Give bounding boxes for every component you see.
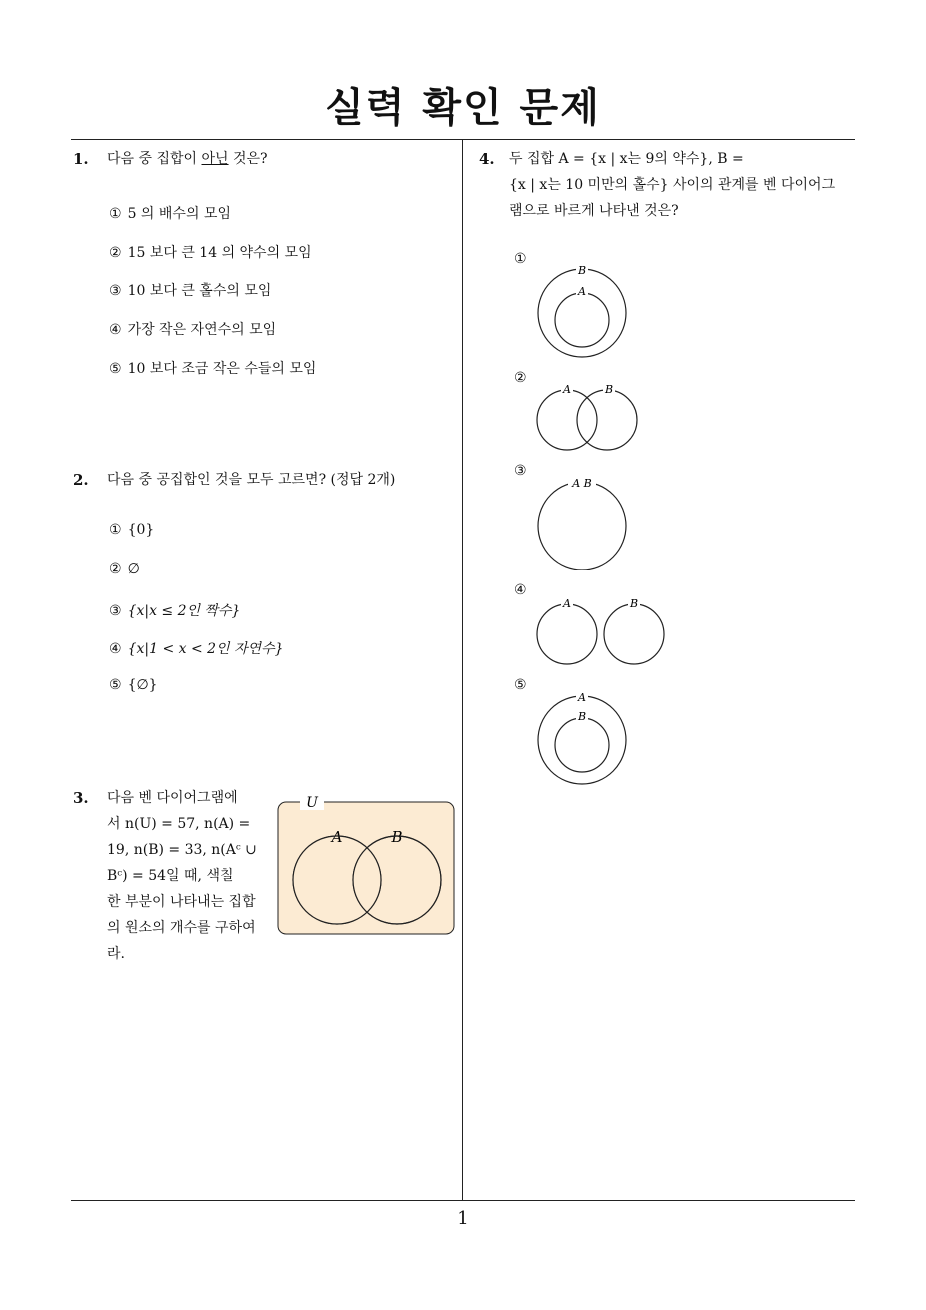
universe-label: U xyxy=(306,795,318,811)
q4-option-2-mark[interactable]: ② xyxy=(514,370,527,386)
svg-text:A: A xyxy=(563,383,571,396)
q4-option-1-mark[interactable]: ① xyxy=(514,251,527,267)
bottom-rule xyxy=(71,1200,855,1201)
q4-line: 램으로 바르게 나타낸 것은? xyxy=(509,203,679,219)
q3-text xyxy=(107,785,267,967)
svg-text:B: B xyxy=(604,383,614,396)
q2-option-1[interactable]: ① {0} xyxy=(109,522,155,538)
q4-option-3-mark[interactable]: ③ xyxy=(514,463,527,479)
q1-text-before: 다음 중 집합이 xyxy=(107,151,202,167)
q1-option-3[interactable]: ③ 10 보다 큰 홀수의 모임 xyxy=(109,283,272,299)
q3-line: 한 부분이 나타내는 집합 xyxy=(107,894,256,910)
q1-option-2[interactable]: ② 15 보다 큰 14 의 약수의 모임 xyxy=(109,245,312,261)
svg-text:A B: A B xyxy=(572,477,592,490)
q1-text xyxy=(107,146,268,172)
svg-text:B: B xyxy=(577,710,587,723)
q4-option-5-mark[interactable]: ⑤ xyxy=(514,677,527,693)
q4-option-4-diagram[interactable] xyxy=(532,594,672,670)
q4-option-3-diagram[interactable] xyxy=(532,474,632,570)
column-divider xyxy=(462,139,463,1201)
page-title: 실력 확인 문제 xyxy=(325,85,601,131)
q4-line: {x | x는 10 미만의 홀수} 사이의 관계를 벤 다이어그 xyxy=(509,177,836,193)
q3-line: Bᶜ) = 54일 때, 색칠 xyxy=(107,868,234,884)
q3-line: 의 원소의 개수를 구하여 xyxy=(107,920,256,936)
q4-option-1-diagram[interactable] xyxy=(532,262,632,362)
q4-number: 4. xyxy=(479,150,495,168)
q1-option-1[interactable]: ① 5 의 배수의 모임 xyxy=(109,206,231,222)
q3-number: 3. xyxy=(73,789,89,807)
q4-text xyxy=(509,146,857,224)
svg-text:A: A xyxy=(578,285,586,298)
q2-text: 다음 중 공집합인 것을 모두 고르면? (정답 2개) xyxy=(107,472,396,488)
svg-text:A: A xyxy=(563,597,571,610)
q2-number: 2. xyxy=(73,471,89,489)
svg-text:B: B xyxy=(577,264,587,277)
q3-line: 서 n(U) = 57, n(A) = xyxy=(107,816,251,832)
q4-line: 두 집합 A = {x | x는 9의 약수}, B = xyxy=(509,151,744,167)
q3-line: 라. xyxy=(107,946,125,962)
q2-option-2[interactable]: ② ∅ xyxy=(109,561,140,577)
q4-option-4-mark[interactable]: ④ xyxy=(514,582,527,598)
q1-text-underlined: 아닌 xyxy=(201,151,229,167)
top-rule xyxy=(71,139,855,140)
svg-text:B: B xyxy=(629,597,639,610)
set-b-label: B xyxy=(391,828,403,846)
q4-option-2-diagram[interactable] xyxy=(532,380,644,456)
q2-option-4[interactable]: ④ {x|1 < x < 2인 자연수} xyxy=(109,641,284,657)
q1-option-4[interactable]: ④ 가장 작은 자연수의 모임 xyxy=(109,322,277,338)
q4-option-5-diagram[interactable] xyxy=(532,688,632,788)
page-number: 1 xyxy=(457,1208,469,1229)
q1-number: 1. xyxy=(73,150,89,168)
svg-text:A: A xyxy=(578,691,586,704)
q3-line: 다음 벤 다이어그램에 xyxy=(107,790,238,806)
set-a-label: A xyxy=(331,828,343,846)
q1-text-after: 것은? xyxy=(228,151,268,167)
q1-option-5[interactable]: ⑤ 10 보다 조금 작은 수들의 모임 xyxy=(109,361,317,377)
q2-option-3[interactable]: ③ {x|x ≤ 2인 짝수} xyxy=(109,603,241,619)
q2-option-5[interactable]: ⑤ {∅} xyxy=(109,677,158,693)
q3-line: 19, n(B) = 33, n(Aᶜ ∪ xyxy=(107,842,257,858)
q3-venn-diagram xyxy=(274,792,458,938)
